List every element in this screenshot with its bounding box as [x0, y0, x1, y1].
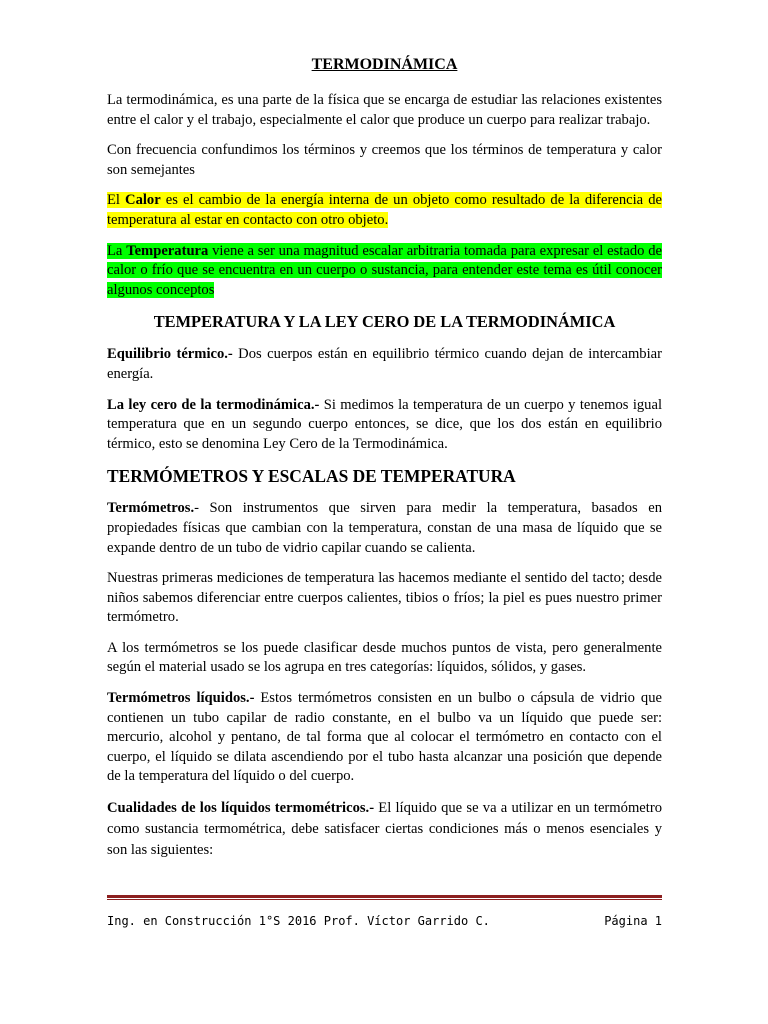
- temperatura-definition: [107, 242, 662, 301]
- temperatura-text: viene a ser una magnitud escalar arbitraria tomada para expresar el estado de calor o frío que se encuentra en un cuerpo o sustancia, para entender este tema es útil conocer algunos conceptos: [107, 242, 662, 298]
- cualidades-paragraph: [107, 798, 662, 861]
- intro-paragraph-2: Con frecuencia confundimos los términos y creemos que los términos de temperatura y calor son semejantes: [107, 142, 662, 178]
- calor-prefix: El: [107, 192, 126, 209]
- calor-definition: [107, 191, 662, 230]
- ley-cero-term: La ley cero de la termodinámica.-: [107, 396, 320, 413]
- page-title: TERMODINÁMICA: [311, 56, 458, 73]
- equilibrio-paragraph: [107, 345, 662, 384]
- footer-page-number: Página 1: [604, 914, 662, 928]
- liquidos-paragraph: [107, 689, 662, 787]
- footer-course-info: Ing. en Construcción 1°S 2016 Prof. Víctor Garrido C.: [107, 914, 490, 928]
- section-heading-termometros: TERMÓMETROS Y ESCALAS DE TEMPERATURA: [107, 466, 516, 487]
- cualidades-text: El líquido que se va a utilizar en un termómetro como sustancia termométrica, debe satisfacer ciertas condiciones más o menos esenciales y son las siguientes:: [107, 800, 662, 859]
- footer-rule-thin: [107, 899, 662, 900]
- section-heading-ley-cero: TEMPERATURA Y LA LEY CERO DE LA TERMODINÁMICA: [153, 312, 616, 332]
- termometros-text: - Son instrumentos que sirven para medir la temperatura, basados en propiedades físicas que cambian con la temperatura, constan de una masa de líquido que se expande dentro de un tubo de vidrio capilar cuando se calienta.: [107, 500, 662, 556]
- intro-paragraph-1: La termodinámica, es una parte de la física que se encarga de estudiar las relaciones existentes entre el calor y el trabajo, especialmente el calor que produce un cuerpo para realizar trabajo.: [107, 92, 662, 128]
- page-footer: [107, 913, 662, 929]
- temperatura-highlight: [107, 243, 662, 298]
- calor-term: Calor: [125, 192, 161, 209]
- ley-cero-paragraph: [107, 396, 662, 455]
- calor-text: es el cambio de la energía interna de un objeto como resultado de la diferencia de temperatura al estar en contacto con otro objeto.: [107, 192, 662, 228]
- cualidades-term: Cualidades de los líquidos termométricos.-: [107, 800, 375, 817]
- ley-cero-text: Si medimos la temperatura de un cuerpo y tenemos igual temperatura que en un segundo cuerpo entonces, se dice, que los dos están en equilibrio térmico, esto se denomina Ley Cero de la Termodinámica.: [107, 396, 662, 452]
- liquidos-term: Termómetros líquidos.-: [107, 690, 255, 707]
- temperatura-prefix: La: [107, 242, 127, 259]
- equilibrio-term: Equilibrio térmico.-: [107, 346, 233, 363]
- tacto-paragraph: Nuestras primeras mediciones de temperatura las hacemos mediante el sentido del tacto; desde niños sabemos diferenciar entre cuerpos calientes, tibios o fríos; la piel es pues nuestro primer termómetro.: [107, 570, 662, 626]
- temperatura-term: Temperatura: [126, 242, 209, 259]
- termometros-term: Termómetros.: [107, 500, 195, 517]
- calor-highlight: [107, 192, 662, 228]
- footer-rule: [107, 895, 662, 898]
- equilibrio-text: Dos cuerpos están en equilibrio térmico cuando dejan de intercambiar energía.: [107, 346, 662, 382]
- liquidos-text: Estos termómetros consisten en un bulbo o cápsula de vidrio que contienen un tubo capilar de radio constante, en el bulbo va un líquido que puede ser: mercurio, alcohol y pentano, de tal forma que al colocar el termómetro en contacto con el cuerpo, el líquido se dilata ascendiendo por el tubo hasta alcanzar una posición que depende de la temperatura del líquido o del cuerpo.: [107, 690, 662, 785]
- clasificar-paragraph: A los termómetros se los puede clasificar desde muchos puntos de vista, pero generalmente según el material usado se los agrupa en tres categorías: líquidos, sólidos, y gases.: [107, 639, 662, 676]
- termometros-paragraph: [107, 499, 662, 558]
- document-body: [107, 54, 662, 872]
